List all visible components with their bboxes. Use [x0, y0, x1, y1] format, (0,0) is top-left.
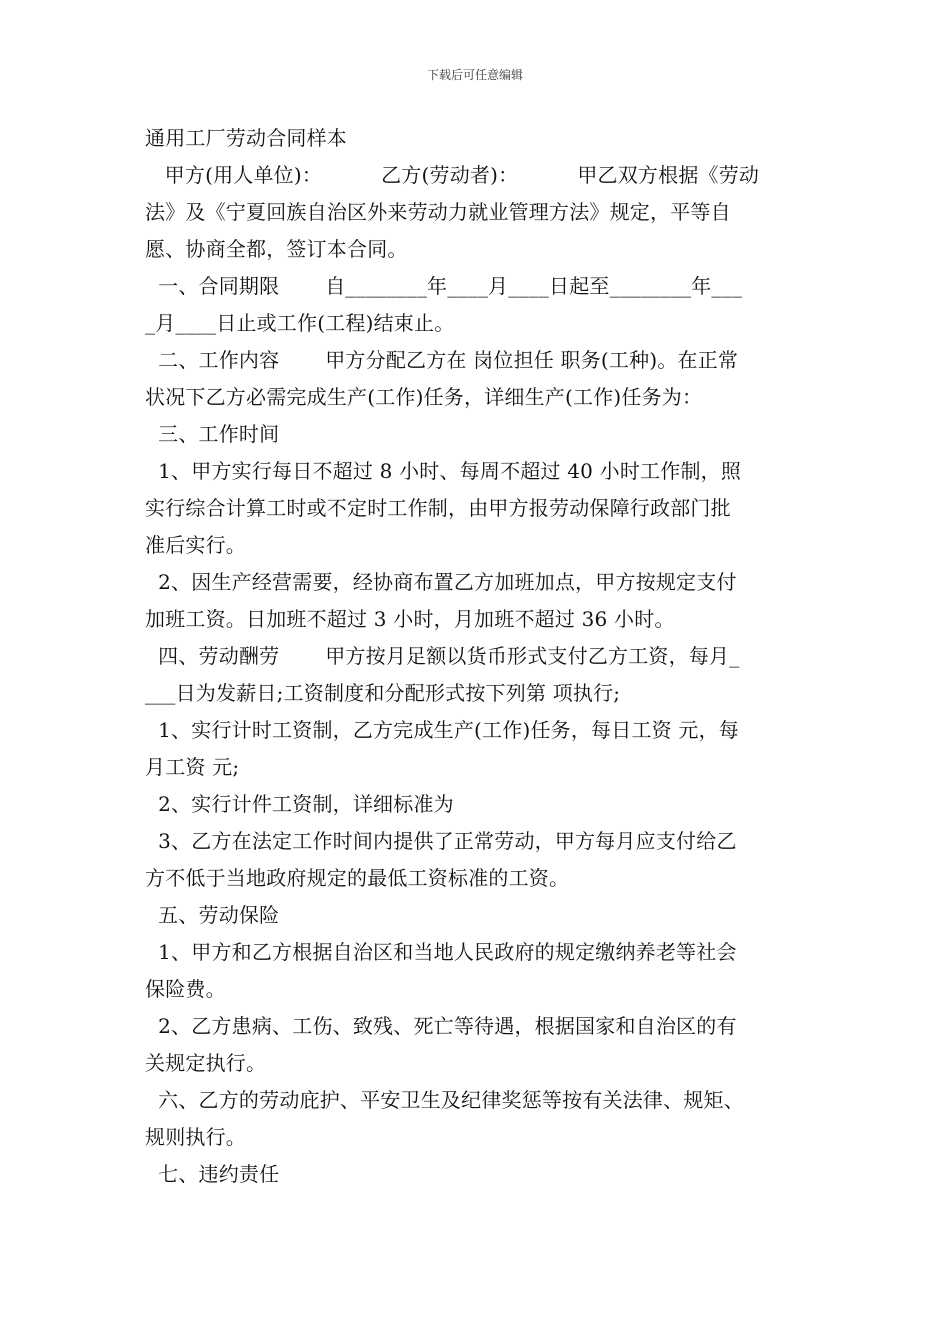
- text-line: 1、实行计时工资制，乙方完成生产(工作)任务，每日工资 元，每: [145, 718, 740, 742]
- section-heading-work-hours: 三、工作时间: [145, 422, 280, 446]
- section-heading-remuneration: 四、劳动酬劳 甲方按月足额以货币形式支付乙方工资，每月_: [145, 644, 740, 668]
- text-line: 状况下乙方必需完成生产(工作)任务，详细生产(工作)任务为：: [145, 385, 703, 409]
- text-line: 愿、协商全都，签订本合同。: [145, 237, 408, 261]
- text-line: 月工资 元;: [145, 755, 240, 779]
- document-title: 通用工厂劳动合同样本: [145, 126, 347, 150]
- text-line: 法》及《宁夏回族自治区外来劳动力就业管理方法》规定，平等自: [145, 200, 731, 224]
- text-line: 2、实行计件工资制，详细标准为: [145, 792, 454, 816]
- section-heading-term: 一、合同期限 自________年____月____日起至________年___: [145, 274, 743, 298]
- text-line: 2、乙方患病、工伤、致残、死亡等待遇，根据国家和自治区的有: [145, 1014, 737, 1038]
- text-line: 甲方(用人单位)： 乙方(劳动者)： 甲乙双方根据《劳动: [145, 163, 760, 187]
- section-heading-protection: 六、乙方的劳动庇护、平安卫生及纪律奖惩等按有关法律、规矩、: [145, 1088, 744, 1112]
- text-line: 1、甲方和乙方根据自治区和当地人民政府的规定缴纳养老等社会: [145, 940, 737, 964]
- text-line: 准后实行。: [145, 533, 246, 557]
- text-line: 2、因生产经营需要，经协商布置乙方加班加点，甲方按规定支付: [145, 570, 737, 594]
- section-heading-insurance: 五、劳动保险: [145, 903, 280, 927]
- text-line: 1、甲方实行每日不超过 8 小时、每周不超过 40 小时工作制，照: [145, 459, 742, 483]
- text-line: 规则执行。: [145, 1125, 246, 1149]
- text-line: 保险费。: [145, 977, 226, 1001]
- text-line: 3、乙方在法定工作时间内提供了正常劳动，甲方每月应支付给乙: [145, 829, 737, 853]
- text-line: 关规定执行。: [145, 1051, 267, 1075]
- text-line: ___日为发薪日;工资制度和分配形式按下列第 项执行;: [145, 681, 621, 705]
- text-line: 实行综合计算工时或不定时工作制，由甲方报劳动保障行政部门批: [145, 496, 731, 520]
- text-line: 加班工资。日加班不超过 3 小时，月加班不超过 36 小时。: [145, 607, 675, 631]
- document-body: [145, 120, 810, 1193]
- section-heading-work-content: 二、工作内容 甲方分配乙方在 岗位担任 职务(工种)。在正常: [145, 348, 739, 372]
- text-line: _月____日止或工作(工程)结束止。: [145, 311, 455, 335]
- text-line: 方不低于当地政府规定的最低工资标准的工资。: [145, 866, 570, 890]
- section-heading-liability: 七、违约责任: [145, 1162, 280, 1186]
- page-header-note: 下载后可任意编辑: [426, 68, 523, 82]
